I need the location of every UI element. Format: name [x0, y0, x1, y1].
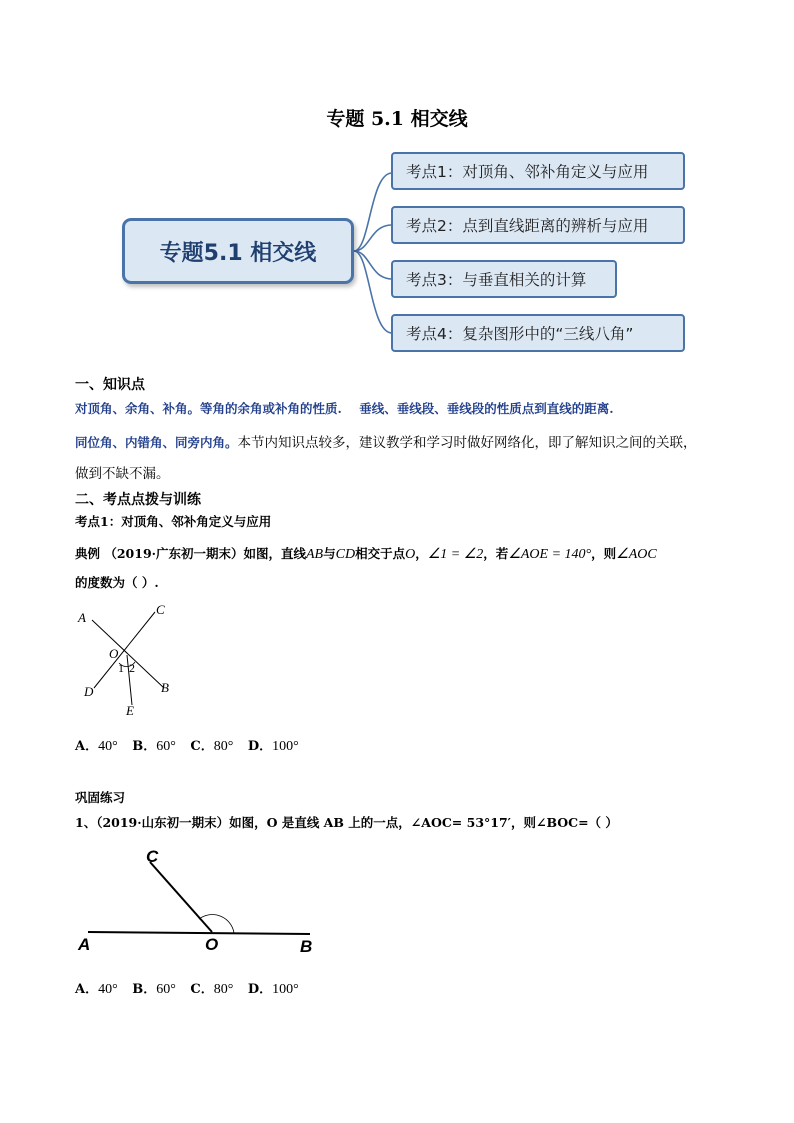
knowledge-line-2-bold: 同位角、内错角、同旁内角。 — [75, 435, 238, 450]
practice-question-1: 1、（2019·山东初一期末）如图，O 是直线 AB 上的一点，∠AOC= 53°17′，则∠BOC=（ ） — [75, 815, 618, 830]
example-condition-2: ∠AOE = 140° — [508, 547, 592, 562]
practice-option-a-value: 40° — [98, 982, 118, 997]
example-option-b-value: 60° — [156, 739, 176, 754]
page-title: 专题 5.1 相交线 — [326, 108, 468, 130]
example-question-line-1 — [75, 544, 657, 563]
example-option-d-value: 100° — [272, 739, 299, 754]
practice-option-a-letter: A． — [75, 982, 99, 997]
example-figure-label-1: 1 — [118, 661, 124, 675]
example-option-c-value: 80° — [213, 739, 234, 754]
knowledge-line-3: 做到不缺不漏。 — [75, 466, 170, 482]
practice-option-b-letter: B． — [132, 982, 157, 997]
knowledge-line-2 — [75, 431, 697, 451]
mindmap-center-topic: 专题5.1 相交线 — [122, 218, 354, 284]
example-option-a-value: 40° — [98, 739, 118, 754]
example-options — [75, 735, 299, 755]
example-option-c-letter: C． — [190, 739, 214, 754]
mindmap-node-kaodian-4: 考点4：复杂图形中的“三线八角” — [391, 314, 685, 352]
example-figure-label-2: 2 — [129, 661, 135, 675]
knowledge-line-1: 对顶角、余角、补角。等角的余角或补角的性质. 垂线、垂线段、垂线段的性质点到直线的距离. — [75, 401, 614, 416]
kaodian-1-heading: 考点1：对顶角、邻补角定义与应用 — [75, 514, 272, 529]
practice-option-d-value: 100° — [272, 982, 299, 997]
example-figure-label-c: C — [156, 602, 165, 617]
example-figure-label-o: O — [109, 646, 119, 661]
example-figure-label-d: D — [84, 684, 94, 699]
example-option-d-letter: D． — [247, 739, 273, 754]
example-option-a-letter: A． — [75, 739, 99, 754]
example-target-angle: ∠AOC — [616, 547, 657, 562]
example-question-line-2: 的度数为（ ）. — [75, 575, 159, 590]
knowledge-line-2-rest: 本节内知识点较多，建议教学和学习时做好网络化，即了解知识之间的关联， — [237, 435, 697, 451]
practice-option-b-value: 60° — [156, 982, 176, 997]
example-point-o: O — [405, 547, 416, 562]
practice-option-c-value: 80° — [213, 982, 234, 997]
example-comma: ， — [415, 546, 428, 561]
example-figure-label-a: A — [78, 610, 86, 625]
practice-figure-label-c: C — [146, 847, 159, 866]
example-text-xiangjiao: 相交于点 — [355, 546, 406, 561]
example-condition-1: ∠1 = ∠2 — [427, 547, 484, 562]
example-figure-label-b: B — [161, 680, 169, 695]
section-knowledge-heading: 一、知识点 — [75, 377, 145, 393]
example-figure — [72, 600, 192, 722]
example-option-b-letter: B． — [132, 739, 157, 754]
mindmap-node-kaodian-3: 考点3：与垂直相关的计算 — [391, 260, 617, 298]
mindmap-node-kaodian-2: 考点2：点到直线距离的辨析与应用 — [391, 206, 685, 244]
practice-option-c-letter: C． — [190, 982, 214, 997]
example-text-ruo: ，若 — [483, 546, 509, 561]
practice-figure-label-b: B — [300, 937, 313, 956]
example-text-yu: 与 — [323, 546, 336, 561]
example-line-ab: AB — [306, 547, 324, 562]
example-line-cd: CD — [335, 547, 356, 562]
example-prefix: 典例 （2019·广东初一期末）如图，直线 — [75, 546, 306, 561]
mindmap-node-kaodian-1: 考点1：对顶角、邻补角定义与应用 — [391, 152, 685, 190]
practice-option-d-letter: D． — [247, 982, 273, 997]
example-figure-label-e: E — [126, 703, 134, 718]
example-text-ze: ，则 — [591, 546, 617, 561]
practice-figure — [72, 842, 332, 960]
practice-figure-label-a: A — [78, 935, 91, 954]
practice-figure-label-o: O — [205, 935, 219, 954]
practice-options — [75, 978, 299, 998]
section-kaodian-heading: 二、考点点拨与训练 — [75, 492, 201, 508]
practice-heading: 巩固练习 — [75, 790, 126, 805]
